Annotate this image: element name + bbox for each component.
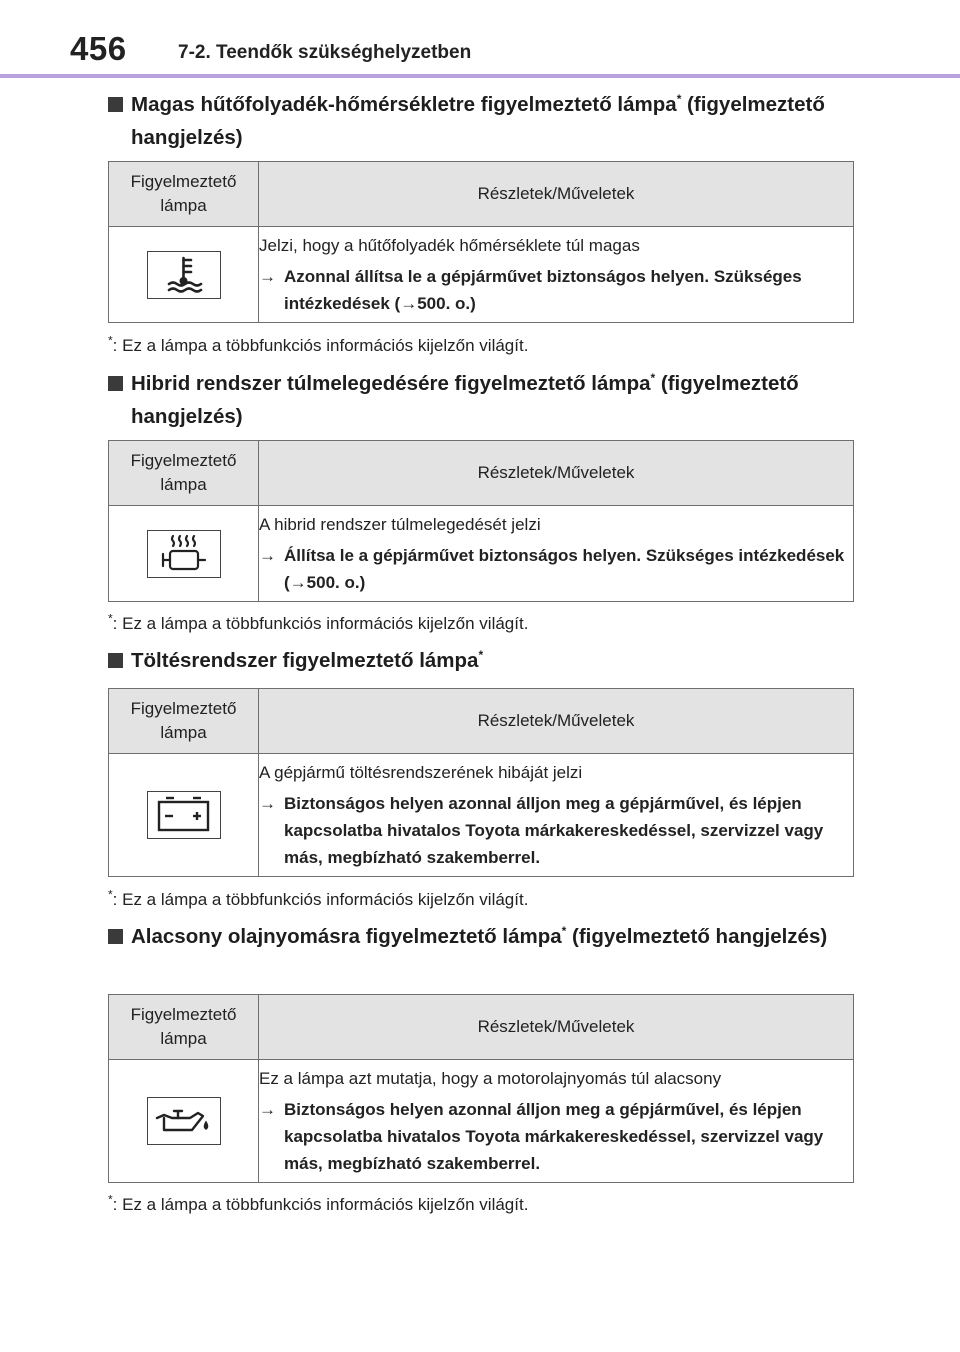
footnote-asterisk: * — [108, 611, 113, 626]
footnote-asterisk: * — [108, 887, 113, 902]
page-number: 456 — [70, 30, 127, 67]
action-instruction: Állítsa le a gépjárművet biztonságos helyen. Szükséges intézkedések (→500. o.) — [284, 546, 845, 592]
heading-asterisk: * — [561, 924, 567, 939]
warning-table-charging — [108, 688, 854, 877]
icon-cell — [109, 506, 259, 602]
heading-text: Alacsony olajnyomásra figyelmeztető lámpa — [131, 925, 562, 948]
heading-text-rest: (figyelmeztető hangjelzés) — [131, 372, 799, 428]
oil-pressure-icon — [147, 1097, 221, 1145]
heading-text: Magas hűtőfolyadék-hőmérsékletre figyelmeztető lámpa — [131, 93, 677, 116]
action-text — [259, 263, 853, 317]
footnote-text: : Ez a lámpa a többfunkciós információs kijelzőn világít. — [112, 1195, 529, 1214]
col-header-details: Részletek/Műveletek — [259, 995, 854, 1060]
footnote-asterisk: * — [108, 333, 113, 348]
battery-charging-icon — [147, 791, 221, 839]
chapter-title: 7-2. Teendők szükséghelyzetben — [178, 42, 472, 63]
detail-cell — [259, 754, 854, 877]
col-header-lamp: Figyelmeztető lámpa — [109, 995, 259, 1060]
col-header-lamp: Figyelmeztető lámpa — [109, 689, 259, 754]
hybrid-system-overheat-icon — [147, 530, 221, 578]
detail-cell — [259, 1060, 854, 1183]
section-heading-charging — [108, 644, 848, 677]
col-header-lamp: Figyelmeztető lámpa — [109, 441, 259, 506]
footnote-hybrid — [108, 611, 529, 634]
footnote-text: : Ez a lámpa a többfunkciós információs kijelzőn világít. — [112, 614, 529, 633]
col-header-details: Részletek/Műveletek — [259, 162, 854, 227]
detail-cell — [259, 227, 854, 323]
description-text: A hibrid rendszer túlmelegedését jelzi — [259, 515, 541, 534]
heading-asterisk: * — [650, 371, 656, 386]
coolant-temperature-icon — [147, 251, 221, 299]
footnote-oil — [108, 1192, 529, 1215]
section-heading-hybrid — [108, 367, 848, 433]
heading-text: Hibrid rendszer túlmelegedésére figyelmeztető lámpa — [131, 372, 651, 395]
footnote-charging — [108, 887, 529, 910]
heading-asterisk: * — [478, 648, 484, 663]
bullet-square-icon — [108, 929, 123, 944]
action-text — [259, 1096, 853, 1177]
heading-text-rest: (figyelmeztető hangjelzés) — [131, 93, 825, 149]
detail-cell — [259, 506, 854, 602]
heading-asterisk: * — [676, 92, 682, 107]
arrow-icon: → — [259, 1100, 276, 1119]
warning-table-hybrid — [108, 440, 854, 602]
section-heading-oil — [108, 920, 848, 953]
header-rule — [0, 74, 960, 78]
icon-cell — [109, 754, 259, 877]
heading-text-rest: (figyelmeztető hangjelzés) — [566, 925, 828, 948]
col-header-details: Részletek/Műveletek — [259, 441, 854, 506]
arrow-icon: → — [259, 794, 276, 813]
description-text: Ez a lámpa azt mutatja, hogy a motorolajnyomás túl alacsony — [259, 1069, 722, 1088]
description-text: Jelzi, hogy a hűtőfolyadék hőmérséklete túl magas — [259, 236, 640, 255]
footnote-coolant — [108, 333, 529, 356]
action-instruction: Azonnal állítsa le a gépjárművet biztonságos helyen. Szükséges intézkedések (→500. o.) — [284, 267, 802, 313]
arrow-icon: → — [259, 546, 276, 565]
action-text — [259, 790, 853, 871]
warning-table-coolant — [108, 161, 854, 323]
bullet-square-icon — [108, 376, 123, 391]
page-header — [0, 0, 960, 78]
bullet-square-icon — [108, 653, 123, 668]
action-instruction: Biztonságos helyen azonnal álljon meg a gépjárművel, és lépjen kapcsolatba hivatalos Toyota márkakereskedéssel, szervizzel vagy más, megbízható szakemberrel. — [284, 1100, 824, 1173]
footnote-asterisk: * — [108, 1192, 113, 1207]
arrow-icon: → — [259, 267, 276, 286]
footnote-text: : Ez a lámpa a többfunkciós információs kijelzőn világít. — [112, 890, 529, 909]
action-instruction: Biztonságos helyen azonnal álljon meg a gépjárművel, és lépjen kapcsolatba hivatalos Toyota márkakereskedéssel, szervizzel vagy más, megbízható szakemberrel. — [284, 794, 824, 867]
heading-text: Töltésrendszer figyelmeztető lámpa — [131, 649, 479, 672]
footnote-text: : Ez a lámpa a többfunkciós információs kijelzőn világít. — [112, 336, 529, 355]
col-header-lamp: Figyelmeztető lámpa — [109, 162, 259, 227]
icon-cell — [109, 227, 259, 323]
description-text: A gépjármű töltésrendszerének hibáját jelzi — [259, 763, 583, 782]
bullet-square-icon — [108, 97, 123, 112]
section-heading-coolant — [108, 88, 848, 154]
icon-cell — [109, 1060, 259, 1183]
warning-table-oil — [108, 994, 854, 1183]
col-header-details: Részletek/Műveletek — [259, 689, 854, 754]
action-text — [259, 542, 853, 596]
